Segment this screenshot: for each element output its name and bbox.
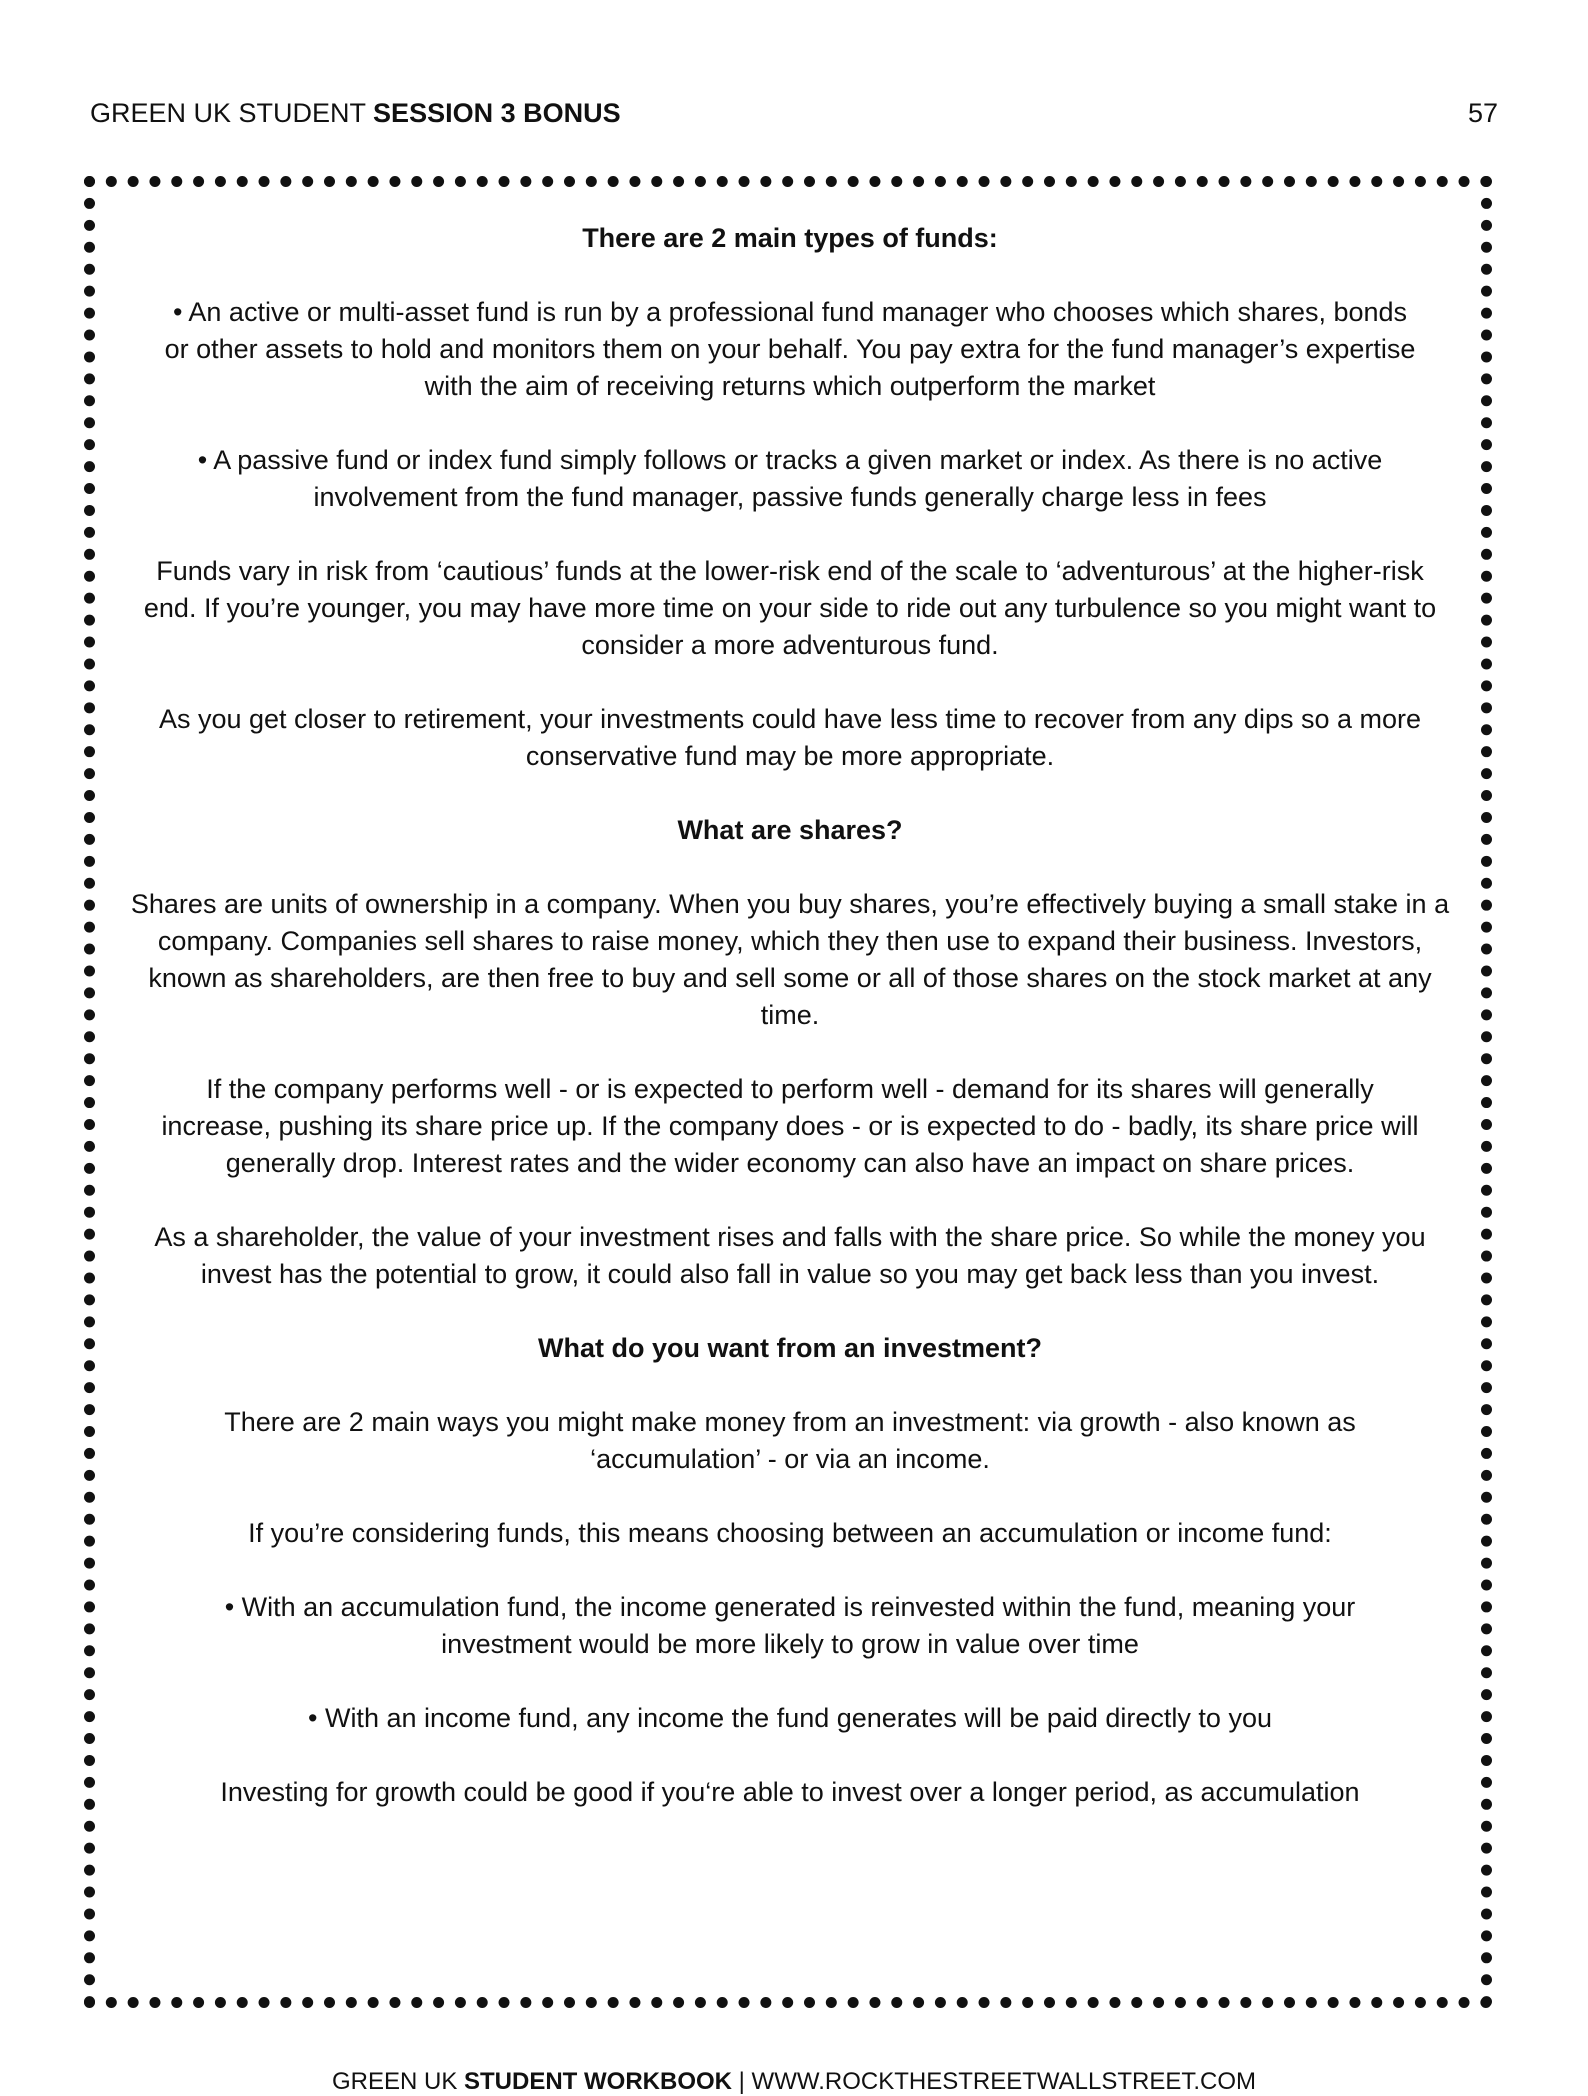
paragraph-accumulation-fund: • With an accumulation fund, the income generated is reinvested within the fund, meaning your investment would be more likely to grow in value over time — [224, 1592, 1356, 1659]
paragraph-shareholder-value: As a shareholder, the value of your investment rises and falls with the share price. So while the money you invest has the potential to grow, it could also fall in value so you may get back less than you invest. — [154, 1222, 1426, 1289]
page-footer — [0, 2068, 1588, 2096]
heading-what-are-shares: What are shares? — [677, 815, 903, 845]
footer-workbook: STUDENT WORKBOOK — [464, 2068, 732, 2095]
paragraph-fund-risk: Funds vary in risk from ‘cautious’ funds at the lower-risk end of the scale to ‘adventurous’ at the higher-risk end. If you’re younger, you may have more time on your side to ride out any turbulence so you might want to consider a more adventurous fund. — [143, 556, 1437, 660]
paragraph-income-fund: • With an income fund, any income the fund generates will be paid directly to you — [308, 1703, 1272, 1733]
paragraph-investing-for-growth: Investing for growth could be good if you‘re able to invest over a longer period, as accumulation — [220, 1777, 1360, 1807]
paragraph-shares-definition: Shares are units of ownership in a company. When you buy shares, you’re effectively buying a small stake in a company. Companies sell shares to raise money, which they then use to expand their business. Investors, known as shareholders, are then free to buy and sell some or all of those shares on the stock market at any time. — [130, 889, 1450, 1030]
heading-what-do-you-want: What do you want from an investment? — [537, 1333, 1043, 1363]
paragraph-active-fund: • An active or multi-asset fund is run by a professional fund manager who chooses which shares, bonds or other assets to hold and monitors them on your behalf. You pay extra for the fund manager’s expertise with the aim of receiving returns which outperform the market — [164, 297, 1416, 401]
paragraph-ways-to-make-money: There are 2 main ways you might make money from an investment: via growth - also known as ‘accumulation’ - or via an income. — [224, 1407, 1356, 1474]
main-content — [130, 220, 1450, 1848]
header-session: SESSION 3 BONUS — [373, 98, 621, 128]
paragraph-retirement: As you get closer to retirement, your investments could have less time to recover from any dips so a more conservative fund may be more appropriate. — [158, 704, 1422, 771]
paragraph-passive-fund: • A passive fund or index fund simply follows or tracks a given market or index. As there is no active involvement from the fund manager, passive funds generally charge less in fees — [197, 445, 1383, 512]
paragraph-considering-funds: If you’re considering funds, this means choosing between an accumulation or income fund: — [248, 1518, 1332, 1548]
header-title — [90, 98, 621, 129]
footer-prefix: GREEN UK — [331, 2068, 464, 2095]
page-header — [90, 98, 1498, 138]
paragraph-company-performance: If the company performs well - or is expected to perform well - demand for its shares will generally increase, pushing its share price up. If the company does - or is expected to do - badly, its share price will generally drop. Interest rates and the wider economy can also have an impact on share prices. — [161, 1074, 1419, 1178]
page-number: 57 — [1467, 98, 1498, 128]
footer-website: | WWW.ROCKTHESTREETWALLSTREET.COM — [731, 2068, 1257, 2095]
header-prefix: GREEN UK STUDENT — [90, 98, 374, 128]
heading-types-of-funds: There are 2 main types of funds: — [582, 223, 998, 253]
